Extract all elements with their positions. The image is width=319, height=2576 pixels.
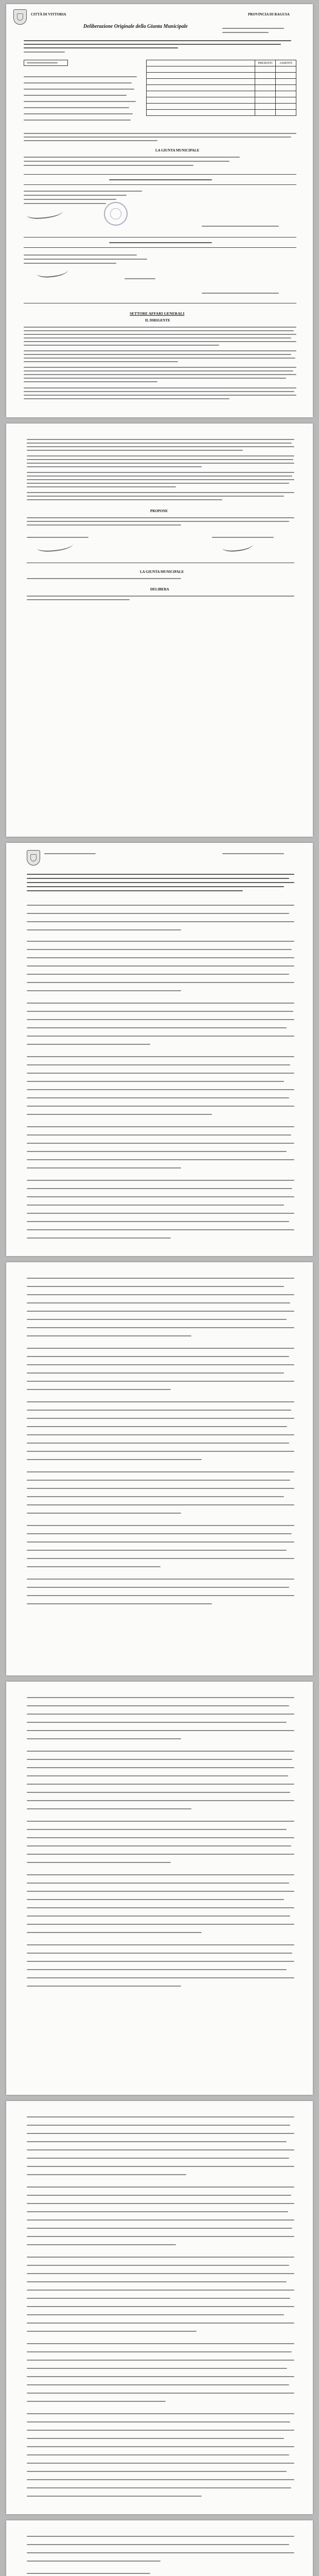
table-row bbox=[147, 97, 296, 104]
text-line bbox=[202, 226, 279, 227]
table-row bbox=[147, 79, 296, 85]
propone-heading: PROPONE bbox=[150, 509, 168, 513]
page-1 bbox=[6, 4, 313, 417]
page-5 bbox=[6, 1682, 313, 2095]
absent-header: ASSENTI bbox=[276, 60, 296, 66]
giunta-heading: LA GIUNTA MUNICIPALE bbox=[155, 148, 200, 152]
page-6 bbox=[6, 2101, 313, 2514]
page-2 bbox=[6, 423, 313, 837]
delibera-heading: DELIBERA bbox=[150, 587, 169, 591]
document-title: Deliberazione Originale della Giunta Municipale bbox=[83, 24, 188, 29]
text-line bbox=[222, 32, 269, 33]
table-row bbox=[147, 104, 296, 110]
signature bbox=[26, 207, 63, 220]
table-row bbox=[147, 91, 296, 97]
city-name: CITTÀ DI VITTORIA bbox=[31, 12, 66, 16]
present-header: PRESENTI bbox=[255, 60, 276, 66]
municipal-crest-icon bbox=[27, 850, 40, 866]
text-line bbox=[222, 28, 284, 29]
text-line bbox=[109, 242, 212, 243]
province-name: PROVINCIA DI RAGUSA bbox=[248, 12, 290, 16]
settore-heading: SETTORE AFFARI GENERALI bbox=[130, 311, 185, 316]
table-row bbox=[147, 73, 296, 79]
table-row bbox=[147, 66, 296, 73]
municipal-crest-icon bbox=[13, 9, 27, 25]
signature bbox=[37, 266, 68, 278]
text-line bbox=[109, 179, 212, 180]
text-line bbox=[212, 537, 274, 538]
page-3 bbox=[6, 843, 313, 1256]
dirigente-heading: IL DIRIGENTE bbox=[145, 318, 170, 323]
text-line bbox=[125, 278, 155, 279]
giunta-heading: LA GIUNTA MUNICIPALE bbox=[140, 570, 184, 574]
table-row bbox=[147, 85, 296, 91]
page-4 bbox=[6, 1262, 313, 1675]
table-row bbox=[147, 110, 296, 116]
attendance-table bbox=[146, 60, 296, 116]
text-line bbox=[222, 853, 284, 854]
text-line bbox=[27, 537, 88, 538]
signature bbox=[37, 540, 73, 553]
signature bbox=[222, 540, 253, 552]
table-header-row bbox=[147, 60, 296, 66]
official-stamp-icon bbox=[104, 202, 128, 226]
page-7 bbox=[6, 2520, 313, 2576]
text-line bbox=[44, 853, 96, 854]
text-line bbox=[202, 293, 279, 294]
